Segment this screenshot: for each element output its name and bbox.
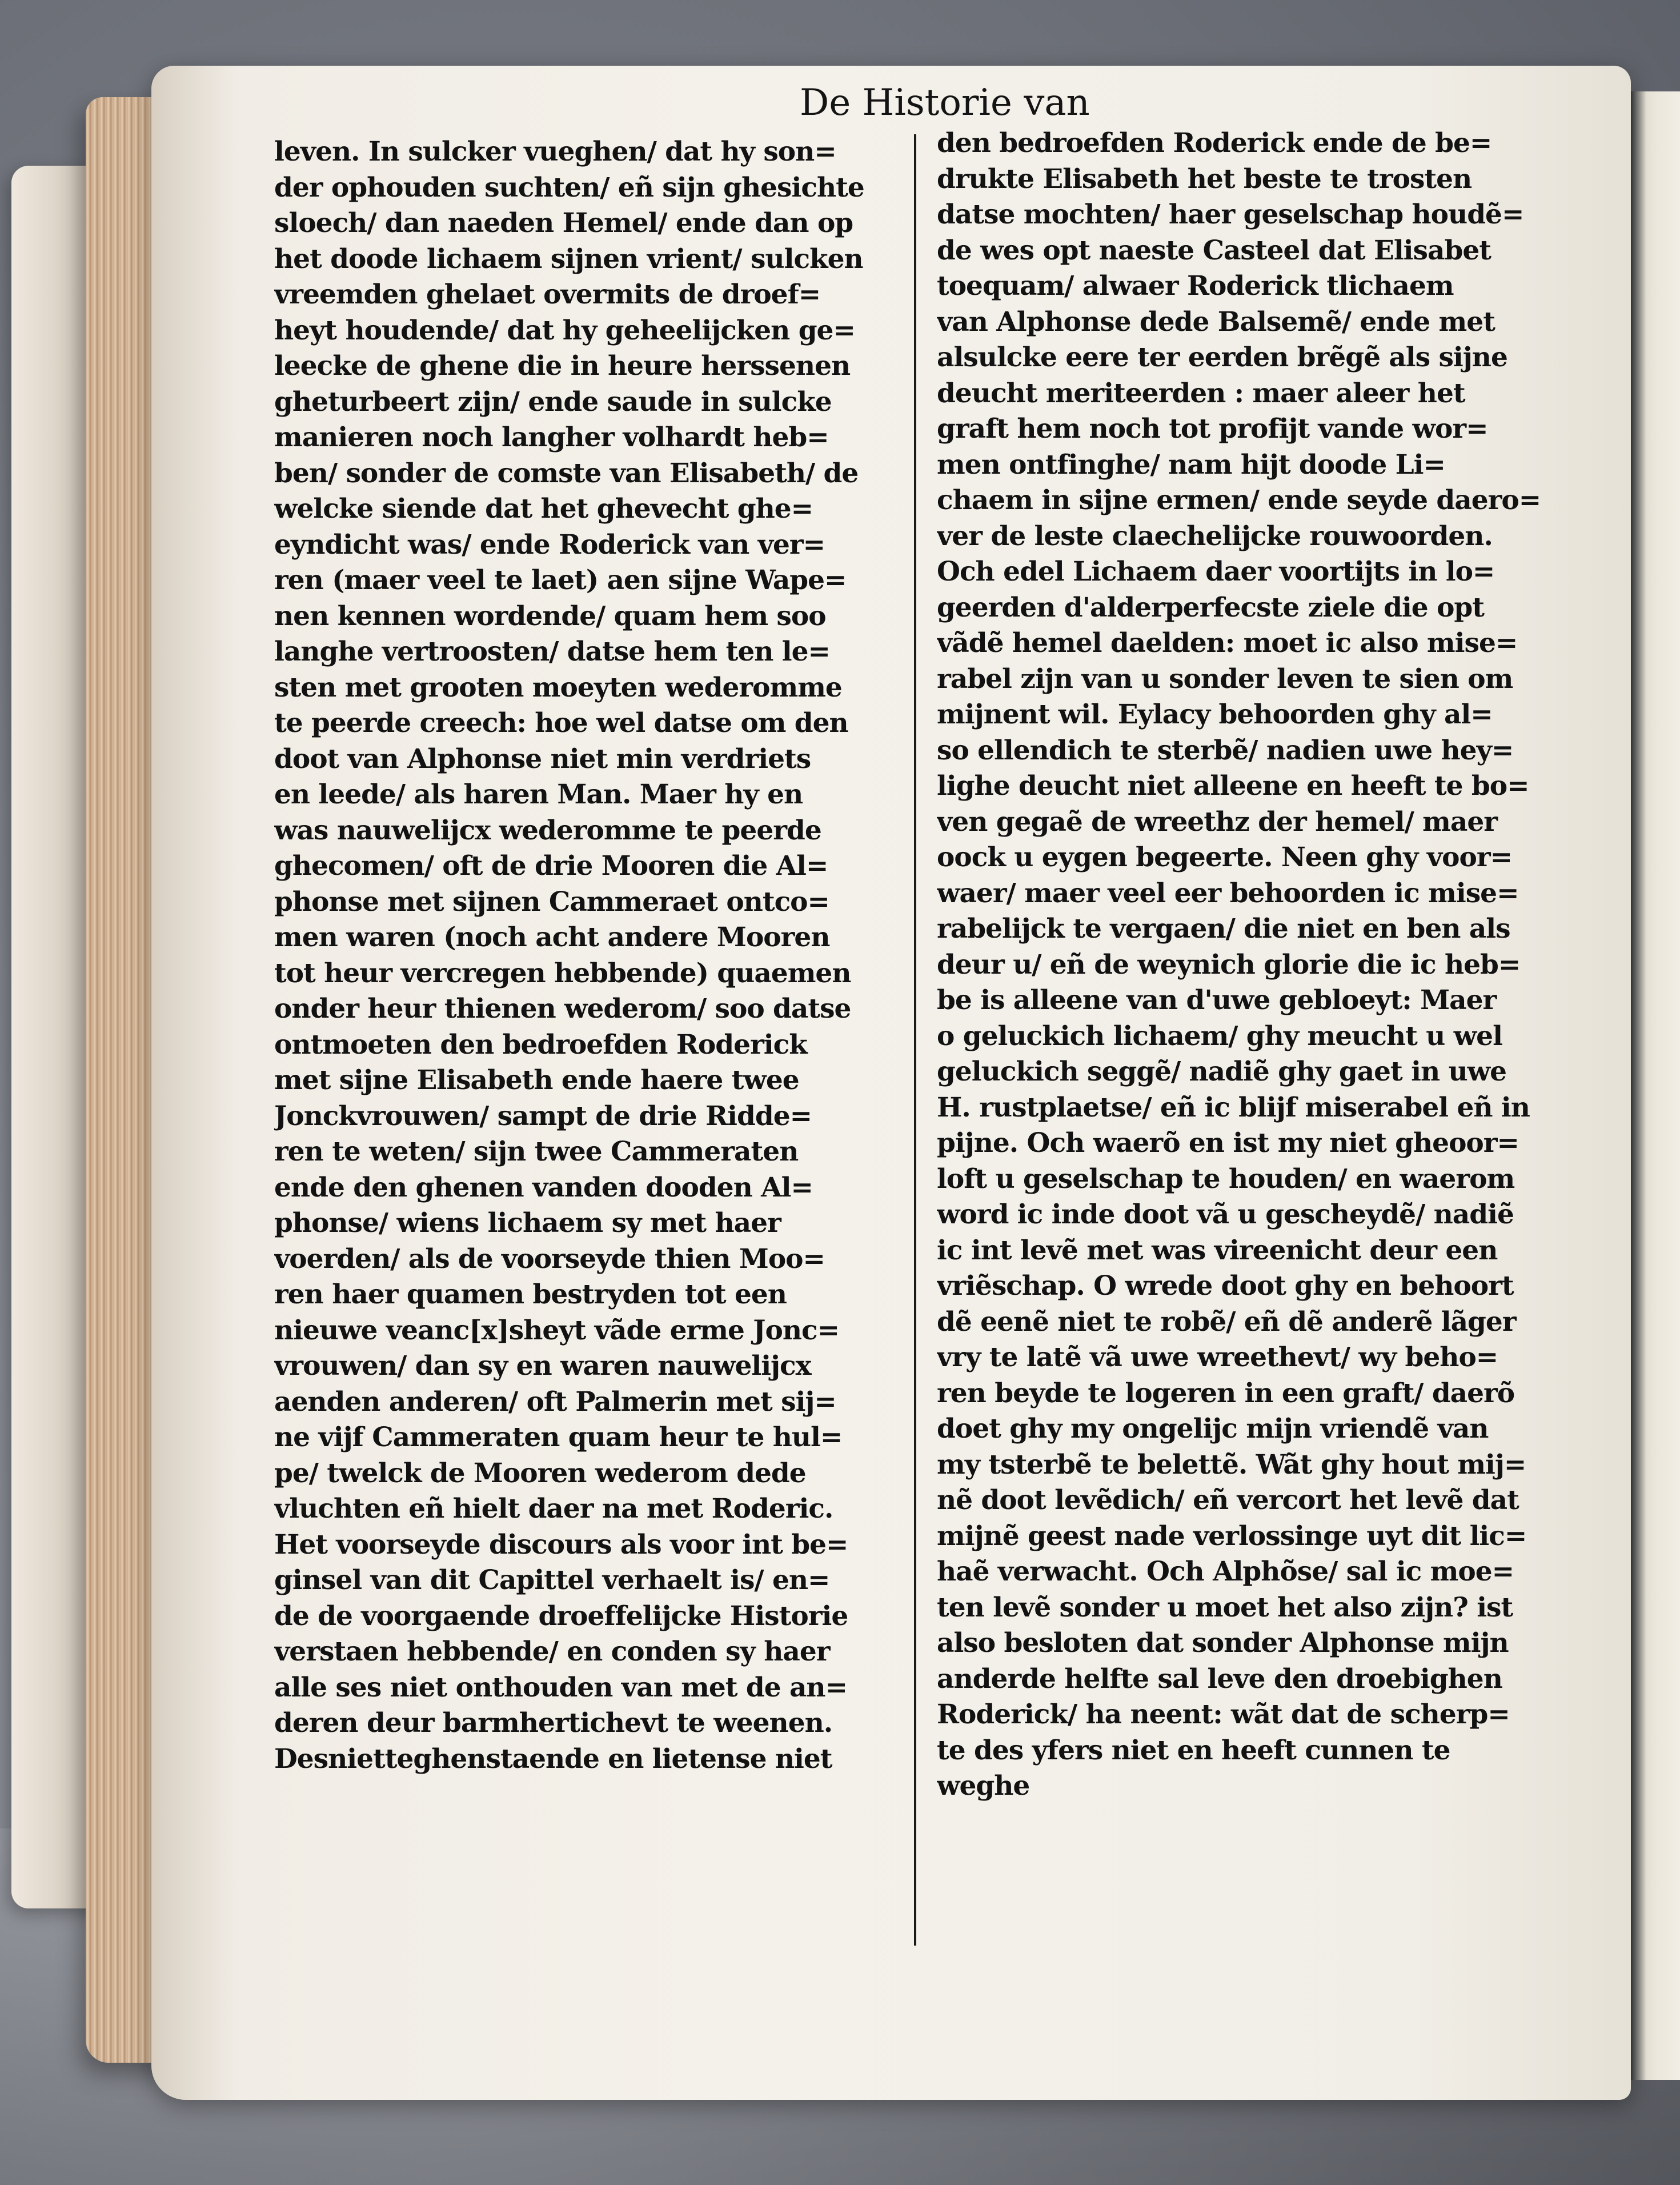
text-line: heyt houdende/ dat hy geheelijcken ge= [274, 314, 855, 346]
text-line: geerden d'alderperfecste ziele die opt [937, 591, 1484, 623]
text-line: dẽ eenẽ niet te robẽ/ eñ dẽ anderẽ lãger [937, 1306, 1516, 1338]
text-line: ende den ghenen vanden dooden Al= [274, 1171, 813, 1203]
text-line: word ic inde doot vã u gescheydẽ/ nadiẽ [937, 1199, 1514, 1230]
text-line: welcke siende dat het ghevecht ghe= [274, 493, 813, 525]
text-line: en leede/ als haren Man. Maer hy en [274, 779, 803, 810]
text-line: ontmoeten den bedroefden Roderick [274, 1029, 807, 1061]
text-line: Jonckvrouwen/ sampt de drie Ridde= [274, 1100, 812, 1132]
text-line: aenden anderen/ oft Palmerin met sij= [274, 1386, 836, 1418]
text-line: leven. In sulcker vueghen/ dat hy son= [274, 136, 836, 167]
text-line: ren beyde te logeren in een graft/ daerõ [937, 1377, 1515, 1409]
column-rule [914, 134, 916, 1946]
text-line: te des yfers niet en heeft cunnen te [937, 1734, 1450, 1766]
text-line: de wes opt naeste Casteel dat Elisabet [937, 234, 1491, 266]
text-line: pe/ twelck de Mooren wederom dede [274, 1457, 806, 1489]
text-line: Och edel Lichaem daer voortijts in lo= [937, 556, 1495, 587]
text-line: rabelijck te vergaen/ die niet en ben als [937, 913, 1510, 945]
facing-page-edge [1631, 91, 1680, 2080]
text-line: waer/ maer veel eer behoorden ic mise= [937, 877, 1519, 909]
text-line: ten levẽ sonder u moet het also zijn? ist [937, 1591, 1513, 1623]
text-line: ben/ sonder de comste van Elisabeth/ de [274, 457, 859, 489]
text-line: oock u eygen begeerte. Neen ghy voor= [937, 842, 1512, 873]
text-line: deucht meriteerden : maer aleer het [937, 377, 1465, 409]
text-line: te peerde creech: hoe wel datse om den [274, 707, 848, 739]
text-line: toequam/ alwaer Roderick tlichaem [937, 270, 1454, 302]
text-line: vriẽschap. O wrede doot ghy en behoort [937, 1270, 1514, 1302]
text-line: nẽ doot levẽdich/ eñ vercort het levẽ dat [937, 1484, 1519, 1516]
text-line: ver de leste claechelijcke rouwoorden. [937, 520, 1493, 552]
text-line: deur u/ eñ de weynich glorie die ic heb= [937, 949, 1521, 981]
text-line: H. rustplaetse/ eñ ic blijf miserabel eñ in [937, 1091, 1530, 1123]
text-line: onder heur thienen wederom/ soo datse [274, 993, 851, 1025]
text-line: ginsel van dit Capittel verhaelt is/ en= [274, 1564, 830, 1596]
text-line: o geluckich lichaem/ ghy meucht u wel [937, 1020, 1502, 1052]
text-line: loft u geselschap te houden/ en waerom [937, 1163, 1515, 1195]
text-line: vrouwen/ dan sy en waren nauwelijcx [274, 1350, 811, 1382]
text-line: mijnent wil. Eylacy behoorden ghy al= [937, 699, 1493, 730]
text-line: ne vijf Cammeraten quam heur te hul= [274, 1422, 843, 1453]
text-line: my tsterbẽ te belettẽ. Wãt ghy hout mij= [937, 1448, 1526, 1480]
text-line: drukte Elisabeth het beste te trosten [937, 163, 1472, 195]
running-head: De Historie van [800, 82, 1090, 124]
text-line: rabel zijn van u sonder leven te sien om [937, 663, 1513, 695]
text-line: also besloten dat sonder Alphonse mijn [937, 1627, 1509, 1659]
text-line: men waren (noch acht andere Mooren [274, 922, 830, 953]
text-line: doot van Alphonse niet min verdriets [274, 743, 811, 775]
text-line: de de voorgaende droeffelijcke Historie [274, 1600, 848, 1632]
text-line: leecke de ghene die in heure herssenen [274, 350, 851, 382]
text-line: nieuwe veanc[x]sheyt vãde erme Jonc= [274, 1314, 840, 1346]
text-line: vluchten eñ hielt daer na met Roderic. [274, 1493, 833, 1524]
text-line: phonse/ wiens lichaem sy met haer [274, 1207, 781, 1239]
text-line: tot heur vercregen hebbende) quaemen [274, 957, 851, 989]
text-line: mijnẽ geest nade verlossinge uyt dit lic= [937, 1520, 1527, 1552]
text-line: het doode lichaem sijnen vrient/ sulcken [274, 243, 863, 275]
text-line: pijne. Och waerõ en ist my niet gheoor= [937, 1127, 1519, 1159]
text-line: nen kennen wordende/ quam hem soo [274, 600, 826, 632]
text-line: was nauwelijcx wederomme te peerde [274, 814, 821, 846]
text-line: lighe deucht niet alleene en heeft te bo= [937, 770, 1529, 802]
text-line: verstaen hebbende/ en conden sy haer [274, 1636, 830, 1667]
text-line: manieren noch langher volhardt heb= [274, 422, 829, 453]
right-text-column [937, 126, 1571, 1960]
text-line: chaem in sijne ermen/ ende seyde daero= [937, 485, 1541, 516]
text-line: phonse met sijnen Cammeraet ontco= [274, 886, 829, 918]
text-line: sten met grooten moeyten wederomme [274, 671, 842, 703]
left-text-column [274, 134, 920, 1951]
text-line: met sijne Elisabeth ende haere twee [274, 1065, 799, 1096]
text-line: voerden/ als de voorseyde thien Moo= [274, 1243, 825, 1275]
text-line: doet ghy my ongelijc mijn vriendẽ van [937, 1413, 1489, 1444]
text-line: ven gegaẽ de wreethz der hemel/ maer [937, 806, 1498, 838]
text-line: be is alleene van d'uwe gebloeyt: Maer [937, 985, 1497, 1016]
text-line: langhe vertroosten/ datse hem ten le= [274, 636, 830, 667]
text-line: datse mochten/ haer geselschap houdẽ= [937, 199, 1524, 230]
text-line: vry te latẽ vã uwe wreethevt/ wy beho= [937, 1342, 1498, 1373]
text-line: Roderick/ ha neent: wãt dat de scherp= [937, 1699, 1510, 1730]
text-line: ren haer quamen bestryden tot een [274, 1279, 787, 1310]
text-line: alsulcke eere ter eerden brẽgẽ als sijne [937, 342, 1507, 373]
text-line: eyndicht was/ ende Roderick van ver= [274, 529, 825, 561]
text-line: weghe [937, 1770, 1030, 1802]
text-line: deren deur barmhertichevt te weenen. [274, 1707, 833, 1739]
text-line: den bedroefden Roderick ende de be= [937, 127, 1492, 159]
text-line: van Alphonse dede Balsemẽ/ ende met [937, 306, 1495, 338]
text-line: men ontfinghe/ nam hijt doode Li= [937, 449, 1445, 481]
text-line: ren te weten/ sijn twee Cammeraten [274, 1136, 799, 1167]
text-line: vãdẽ hemel daelden: moet ic also mise= [937, 627, 1518, 659]
text-line: ghecomen/ oft de drie Mooren die Al= [274, 850, 828, 882]
text-line: Desnietteghenstaende en lietense niet [274, 1743, 832, 1775]
text-line: so ellendich te sterbẽ/ nadien uwe hey= [937, 734, 1514, 766]
text-line: Het voorseyde discours als voor int be= [274, 1528, 848, 1560]
text-line: graft hem noch tot profijt vande wor= [937, 413, 1488, 445]
text-line: anderde helfte sal leve den droebighen [937, 1663, 1502, 1695]
text-line: geluckich seggẽ/ nadiẽ ghy gaet in uwe [937, 1056, 1507, 1087]
text-line: ic int levẽ met was vireenicht deur een [937, 1234, 1498, 1266]
text-line: alle ses niet onthouden van met de an= [274, 1671, 847, 1703]
text-line: vreemden ghelaet overmits de droef= [274, 279, 821, 310]
text-line: ren (maer veel te laet) aen sijne Wape= [274, 565, 847, 596]
text-line: der ophouden suchten/ eñ sijn ghesichte [274, 171, 864, 203]
text-line: haẽ verwacht. Och Alphõse/ sal ic moe= [937, 1556, 1514, 1587]
text-line: sloech/ dan naeden Hemel/ ende dan op [274, 207, 853, 239]
text-line: gheturbeert zijn/ ende saude in sulcke [274, 386, 832, 418]
